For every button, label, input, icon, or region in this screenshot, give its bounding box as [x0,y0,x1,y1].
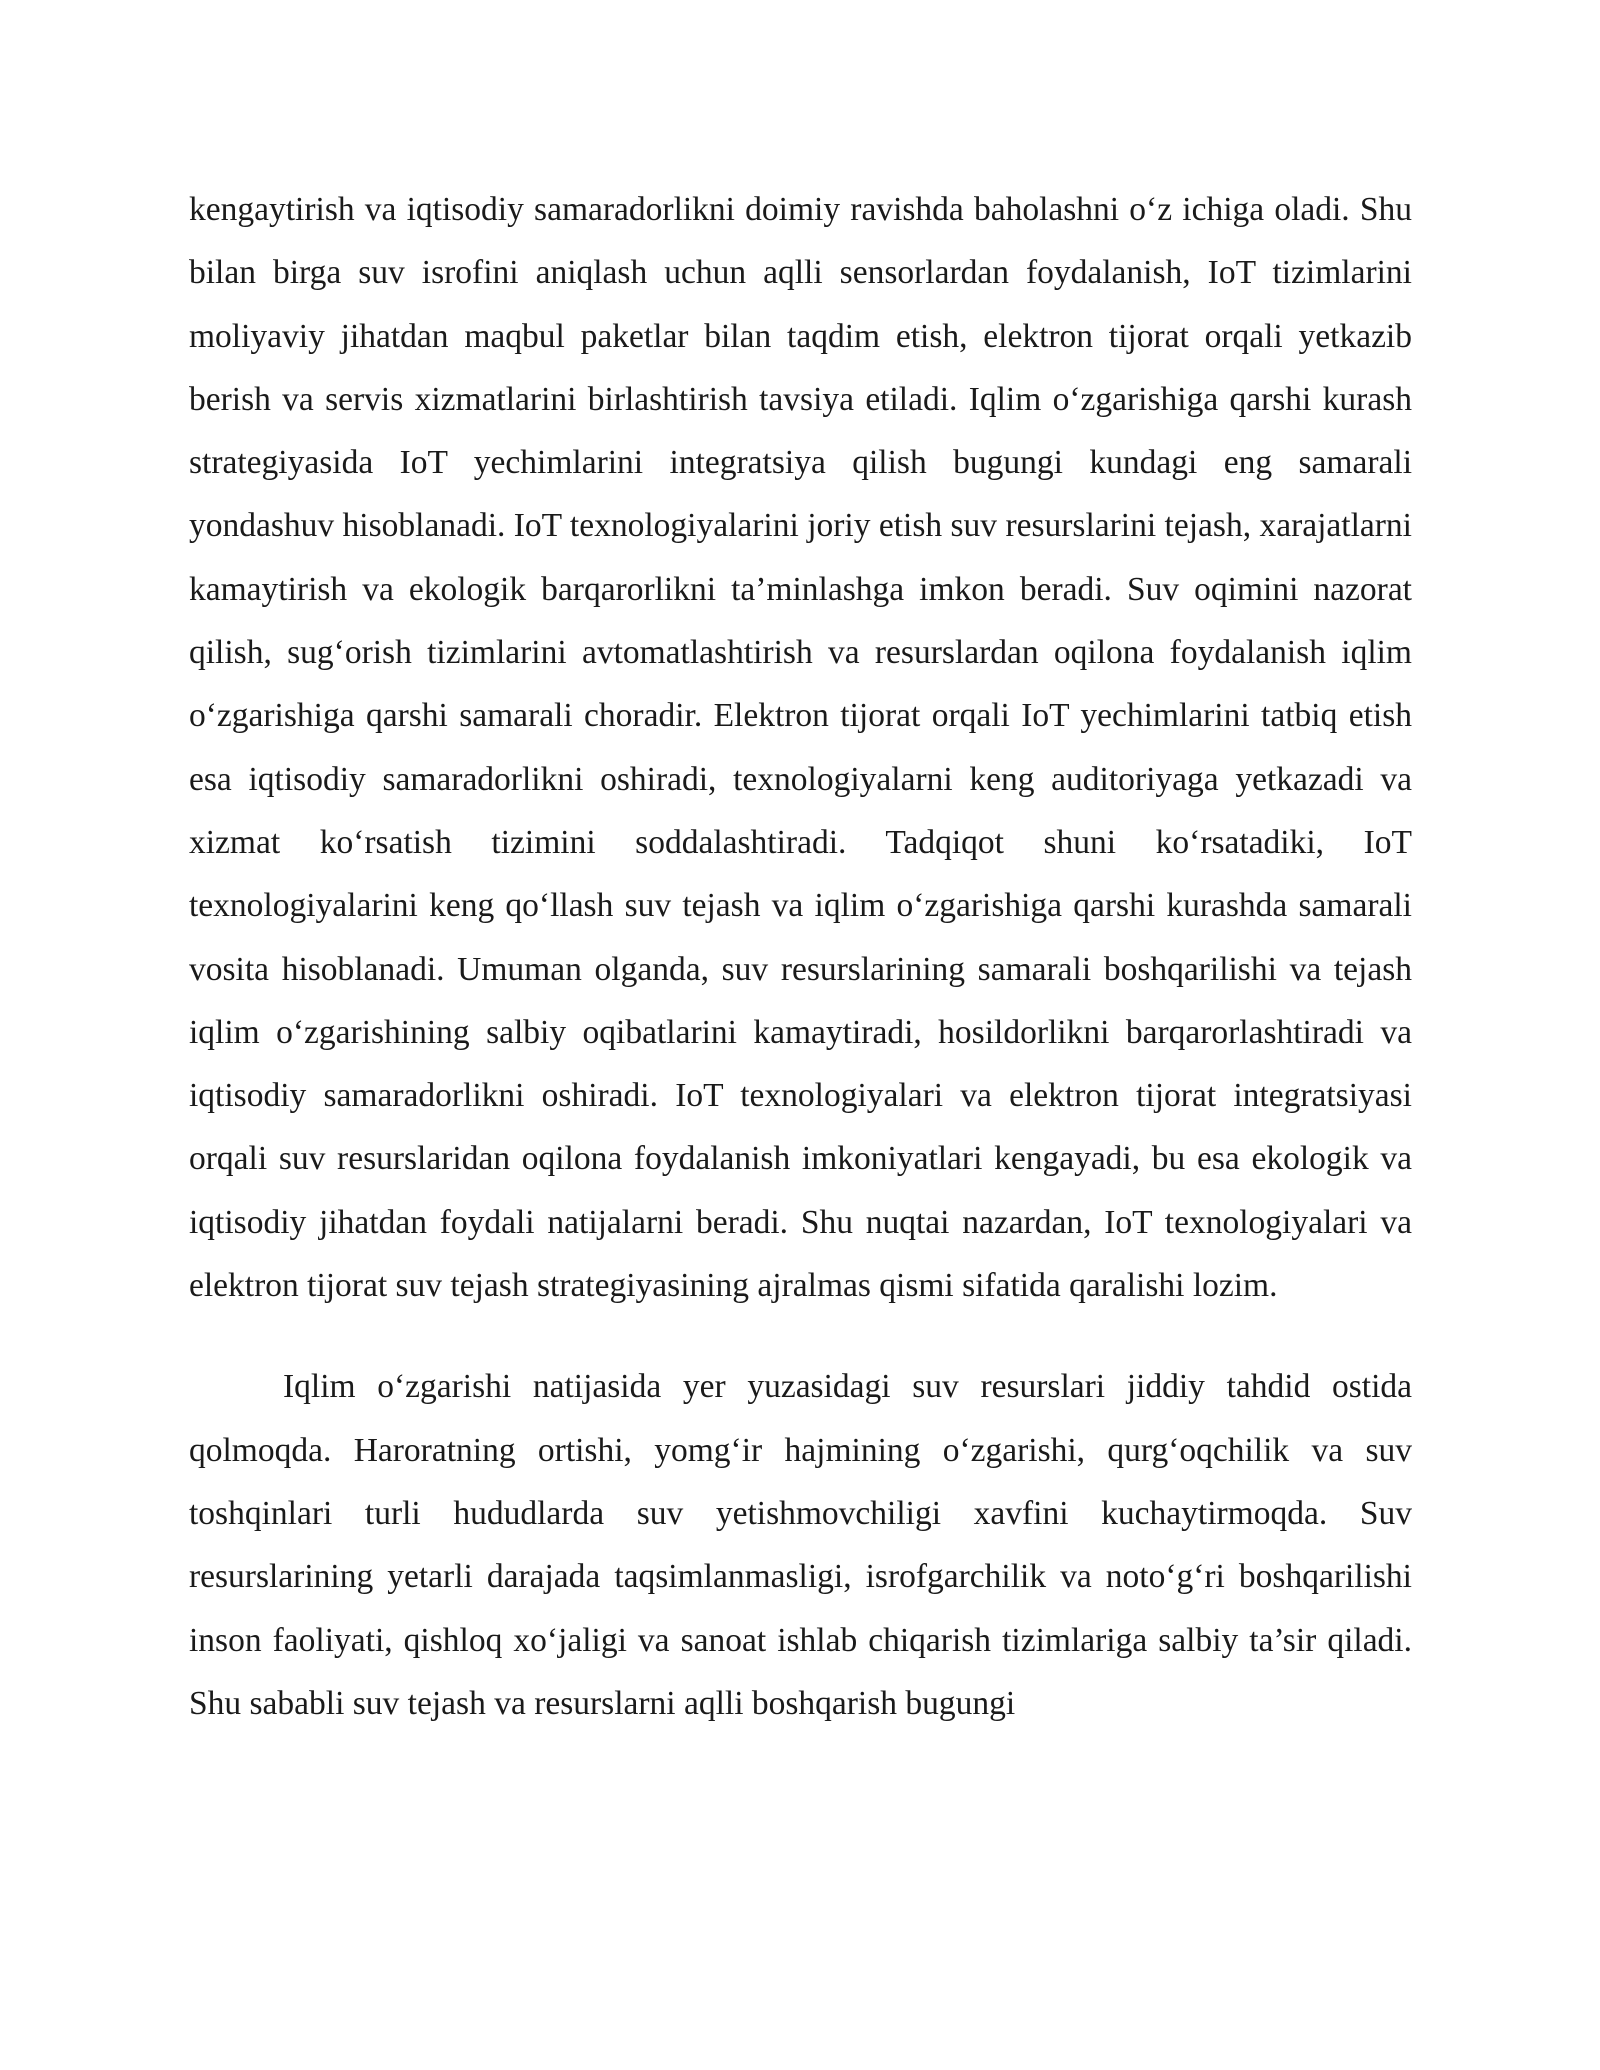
document-body [189,178,1412,1735]
paragraph-new: Iqlim o‘zgarishi natijasida yer yuzasidagi suv resurslari jiddiy tahdid ostida qolmoqda. Haroratning ortishi, yomg‘ir hajmining o‘zgarishi, qurg‘oqchilik va suv toshqinlari turli hududlarda suv yetishmovchiligi xavfini kuchaytirmoqda. Suv resurslarining yetarli darajada taqsimlanmasligi, isrofgarchilik va noto‘g‘ri boshqarilishi inson faoliyati, qishloq xo‘jaligi va sanoat ishlab chiqarish tizimlariga salbiy ta’sir qiladi. Shu sababli suv tejash va resurslarni aqlli boshqarish bugungi [189,1368,1412,1722]
paragraph-continued: kengaytirish va iqtisodiy samaradorlikni doimiy ravishda baholashni o‘z ichiga oladi. Shu bilan birga suv isrofini aniqlash uchun aqlli sensorlardan foydalanish, IoT tizimlarini moliyaviy jihatdan maqbul paketlar bilan taqdim etish, elektron tijorat orqali yetkazib berish va servis xizmatlarini birlashtirish tavsiya etiladi. Iqlim o‘zgarishiga qarshi kurash strategiyasida IoT yechimlarini integratsiya qilish bugungi kundagi eng samarali yondashuv hisoblanadi. IoT texnologiyalarini joriy etish suv resurslarini tejash, xarajatlarni kamaytirish va ekologik barqarorlikni ta’minlashga imkon beradi. Suv oqimini nazorat qilish, sug‘orish tizimlarini avtomatlashtirish va resurslardan oqilona foydalanish iqlim o‘zgarishiga qarshi samarali choradir. Elektron tijorat orqali IoT yechimlarini tatbiq etish esa iqtisodiy samaradorlikni oshiradi, texnologiyalarni keng auditoriyaga yetkazadi va xizmat ko‘rsatish tizimini soddalashtiradi. Tadqiqot shuni ko‘rsatadiki, IoT texnologiyalarini keng qo‘llash suv tejash va iqlim o‘zgarishiga qarshi kurashda samarali vosita hisoblanadi. Umuman olganda, suv resurslarining samarali boshqarilishi va tejash iqlim o‘zgarishining salbiy oqibatlarini kamaytiradi, hosildorlikni barqarorlashtiradi va iqtisodiy samaradorlikni oshiradi. IoT texnologiyalari va elektron tijorat integratsiyasi orqali suv resurslaridan oqilona foydalanish imkoniyatlari kengayadi, bu esa ekologik va iqtisodiy jihatdan foydali natijalarni beradi. Shu nuqtai nazardan, IoT texnologiyalari va elektron tijorat suv tejash strategiyasining ajralmas qismi sifatida qaralishi lozim. [189,191,1412,1305]
